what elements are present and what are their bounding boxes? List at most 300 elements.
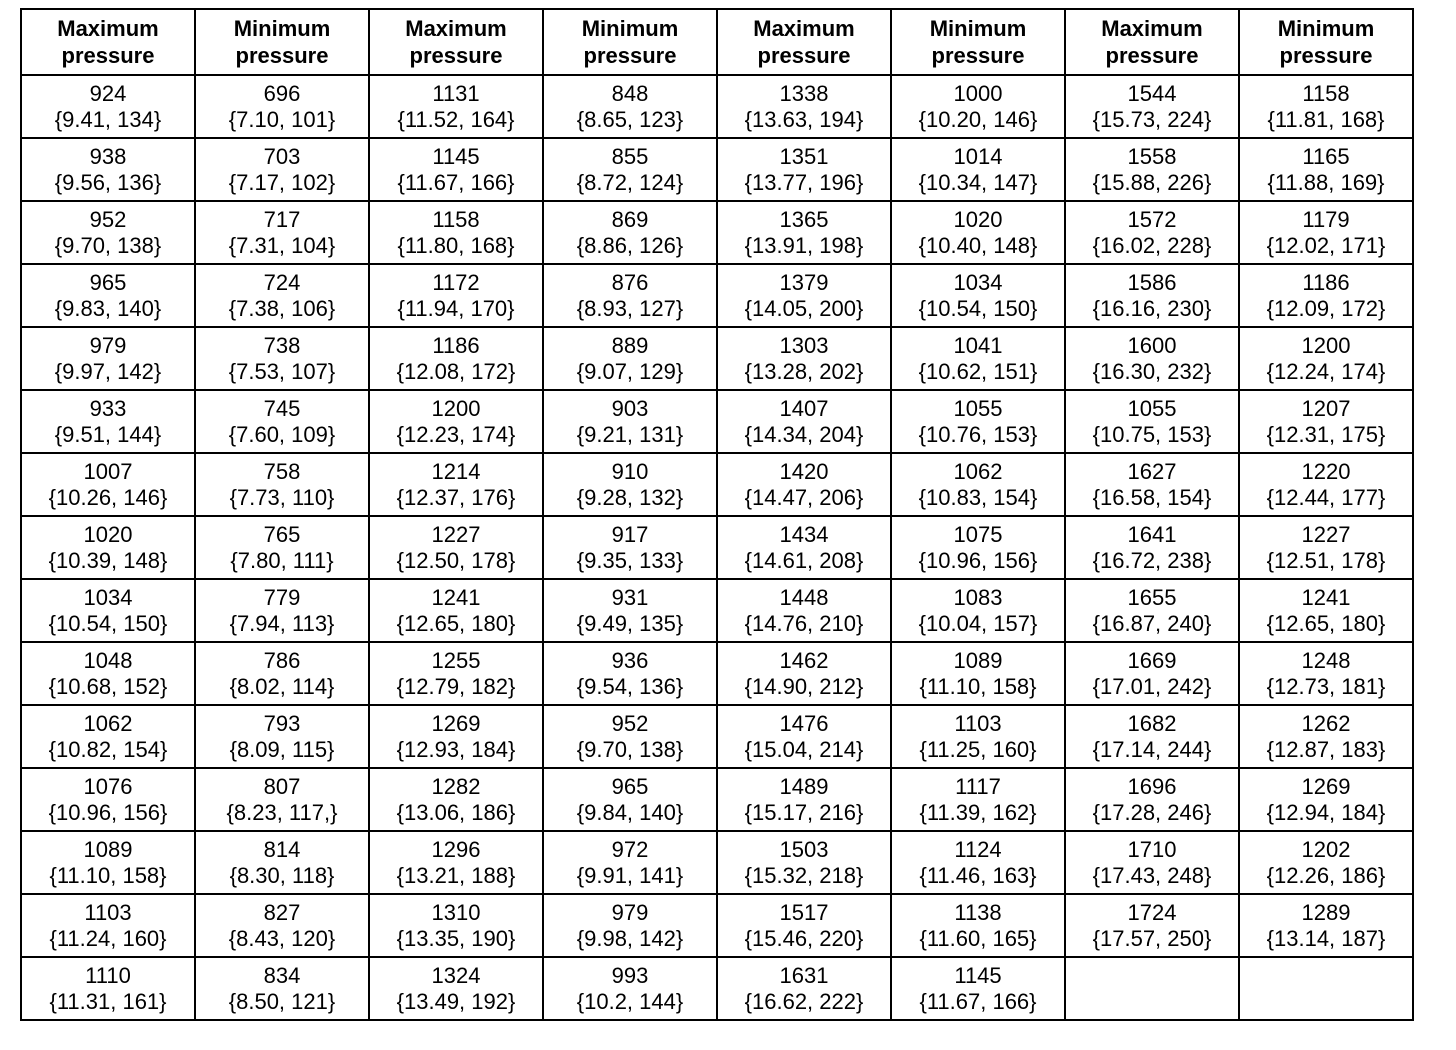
- table-cell: [369, 831, 543, 894]
- pressure-value: 1262: [1301, 710, 1351, 736]
- pressure-value: 1379: [779, 269, 829, 295]
- pressure-conversion: {10.34, 147}: [918, 169, 1038, 195]
- pressure-value: 1089: [953, 647, 1003, 673]
- pressure-value: 1310: [431, 899, 481, 925]
- table-cell: [195, 579, 369, 642]
- pressure-conversion: {12.65, 180}: [1266, 610, 1386, 636]
- table-cell: [891, 264, 1065, 327]
- pressure-conversion: {11.88, 169}: [1267, 169, 1385, 195]
- pressure-conversion: {10.2, 144}: [576, 988, 684, 1014]
- table-cell: [717, 642, 891, 705]
- table-cell: [1065, 327, 1239, 390]
- pressure-conversion: {8.02, 114}: [229, 673, 335, 699]
- table-row: [21, 705, 1413, 768]
- pressure-value: 793: [263, 710, 301, 736]
- pressure-conversion: {12.93, 184}: [396, 736, 516, 762]
- pressure-value: 979: [89, 332, 127, 358]
- table-row: [21, 957, 1413, 1020]
- pressure-value: 1641: [1127, 521, 1177, 547]
- pressure-conversion: {14.76, 210}: [744, 610, 864, 636]
- pressure-value: 703: [263, 143, 301, 169]
- pressure-conversion: {9.21, 131}: [576, 421, 684, 447]
- pressure-value: 993: [611, 962, 649, 988]
- table-cell: [21, 957, 195, 1020]
- table-cell: [195, 327, 369, 390]
- pressure-conversion: {17.57, 250}: [1092, 925, 1212, 951]
- column-header-line1: Maximum: [753, 16, 855, 41]
- pressure-value: 1000: [953, 80, 1003, 106]
- pressure-table: [20, 8, 1414, 1021]
- pressure-value: 1020: [83, 521, 133, 547]
- pressure-value: 1655: [1127, 584, 1177, 610]
- table-cell: [1239, 516, 1413, 579]
- column-header-line1: Minimum: [233, 16, 331, 41]
- pressure-conversion: {14.61, 208}: [744, 547, 864, 573]
- pressure-conversion: {12.23, 174}: [396, 421, 516, 447]
- pressure-value: 1062: [83, 710, 133, 736]
- column-header-line2: pressure: [235, 43, 329, 68]
- table-cell: [891, 75, 1065, 138]
- pressure-value: 1296: [431, 836, 481, 862]
- pressure-conversion: {7.38, 106}: [228, 295, 336, 321]
- pressure-conversion: {10.39, 148}: [48, 547, 168, 573]
- pressure-value: 1034: [953, 269, 1003, 295]
- pressure-value: 1724: [1127, 899, 1177, 925]
- pressure-conversion: {13.49, 192}: [396, 988, 516, 1014]
- table-cell: [717, 516, 891, 579]
- table-cell: [369, 768, 543, 831]
- pressure-value: 1289: [1301, 899, 1351, 925]
- pressure-value: 931: [611, 584, 649, 610]
- table-row: [21, 75, 1413, 138]
- table-cell: [543, 75, 717, 138]
- pressure-conversion: {10.82, 154}: [48, 736, 168, 762]
- table-cell: [195, 894, 369, 957]
- table-cell: [195, 264, 369, 327]
- table-cell: [717, 264, 891, 327]
- pressure-value: 1041: [953, 332, 1003, 358]
- column-header: [1065, 9, 1239, 75]
- pressure-conversion: {10.04, 157}: [918, 610, 1038, 636]
- pressure-value: 1007: [83, 458, 133, 484]
- pressure-value: 1503: [779, 836, 829, 862]
- table-cell: [717, 579, 891, 642]
- column-header-line2: pressure: [61, 43, 155, 68]
- column-header-line1: Maximum: [1101, 16, 1203, 41]
- pressure-conversion: {9.41, 134}: [54, 106, 162, 132]
- pressure-conversion: {10.54, 150}: [918, 295, 1038, 321]
- table-cell: [1239, 201, 1413, 264]
- pressure-value: 1048: [83, 647, 133, 673]
- table-body: [21, 75, 1413, 1020]
- pressure-value: 1517: [779, 899, 829, 925]
- pressure-conversion: {14.34, 204}: [744, 421, 864, 447]
- pressure-conversion: {7.94, 113}: [229, 610, 335, 636]
- column-header-line2: pressure: [757, 43, 851, 68]
- pressure-value: 933: [89, 395, 127, 421]
- pressure-value: 779: [263, 584, 301, 610]
- pressure-value: 1227: [1301, 521, 1351, 547]
- table-cell: [717, 75, 891, 138]
- table-cell: [1239, 831, 1413, 894]
- pressure-conversion: {17.28, 246}: [1092, 799, 1212, 825]
- pressure-conversion: {10.20, 146}: [918, 106, 1038, 132]
- pressure-value: 1165: [1302, 143, 1350, 169]
- table-cell: [543, 957, 717, 1020]
- table-cell: [543, 390, 717, 453]
- pressure-conversion: {10.96, 156}: [48, 799, 168, 825]
- pressure-value: 1214: [431, 458, 481, 484]
- pressure-value: 1145: [954, 962, 1002, 988]
- pressure-conversion: {9.49, 135}: [576, 610, 684, 636]
- pressure-conversion: {9.51, 144}: [54, 421, 162, 447]
- pressure-conversion: {9.28, 132}: [576, 484, 684, 510]
- pressure-conversion: {8.86, 126}: [576, 232, 684, 258]
- table-cell: [1065, 579, 1239, 642]
- table-cell: [543, 768, 717, 831]
- pressure-value: 952: [89, 206, 127, 232]
- pressure-conversion: {10.68, 152}: [48, 673, 168, 699]
- pressure-value: 910: [611, 458, 649, 484]
- pressure-value: 1110: [85, 962, 131, 988]
- pressure-value: 1669: [1127, 647, 1177, 673]
- table-cell: [1239, 642, 1413, 705]
- pressure-value: 1558: [1127, 143, 1177, 169]
- pressure-conversion: {8.65, 123}: [576, 106, 684, 132]
- pressure-value: 1083: [953, 584, 1003, 610]
- table-cell: [21, 579, 195, 642]
- table-cell: [21, 894, 195, 957]
- pressure-conversion: {12.31, 175}: [1266, 421, 1386, 447]
- pressure-value: 1075: [953, 521, 1003, 547]
- table-cell: [891, 579, 1065, 642]
- table-cell: [717, 201, 891, 264]
- table-cell: [1239, 138, 1413, 201]
- pressure-value: 1255: [431, 647, 481, 673]
- table-cell: [369, 264, 543, 327]
- pressure-conversion: {11.80, 168}: [397, 232, 515, 258]
- column-header-line2: pressure: [583, 43, 677, 68]
- table-row: [21, 390, 1413, 453]
- table-cell: [717, 453, 891, 516]
- pressure-conversion: {11.60, 165}: [919, 925, 1037, 951]
- pressure-value: 924: [89, 80, 127, 106]
- pressure-conversion: {11.31, 161}: [49, 988, 167, 1014]
- pressure-value: 1124: [954, 836, 1002, 862]
- table-cell: [1239, 264, 1413, 327]
- pressure-value: 965: [611, 773, 649, 799]
- pressure-value: 765: [263, 521, 301, 547]
- table-cell: [891, 390, 1065, 453]
- column-header: [891, 9, 1065, 75]
- pressure-conversion: {7.80, 111}: [230, 547, 334, 573]
- empty-cell: [1239, 957, 1413, 1020]
- table-cell: [195, 138, 369, 201]
- pressure-value: 938: [89, 143, 127, 169]
- pressure-conversion: {8.93, 127}: [576, 295, 684, 321]
- table-cell: [369, 705, 543, 768]
- pressure-conversion: {9.91, 141}: [576, 862, 684, 888]
- pressure-conversion: {12.26, 186}: [1266, 862, 1386, 888]
- pressure-conversion: {11.67, 166}: [919, 988, 1037, 1014]
- pressure-value: 855: [611, 143, 649, 169]
- table-cell: [891, 705, 1065, 768]
- pressure-conversion: {12.65, 180}: [396, 610, 516, 636]
- pressure-conversion: {9.97, 142}: [54, 358, 162, 384]
- pressure-conversion: {9.84, 140}: [576, 799, 684, 825]
- pressure-value: 1544: [1127, 80, 1177, 106]
- pressure-conversion: {13.14, 187}: [1266, 925, 1386, 951]
- table-cell: [1239, 390, 1413, 453]
- pressure-value: 1186: [1302, 269, 1350, 295]
- table-cell: [891, 138, 1065, 201]
- pressure-value: 876: [611, 269, 649, 295]
- pressure-value: 979: [611, 899, 649, 925]
- column-header-line2: pressure: [409, 43, 503, 68]
- pressure-conversion: {16.72, 238}: [1092, 547, 1212, 573]
- table-cell: [1239, 894, 1413, 957]
- pressure-conversion: {7.17, 102}: [228, 169, 336, 195]
- pressure-value: 1076: [83, 773, 133, 799]
- table-cell: [195, 768, 369, 831]
- table-cell: [1065, 138, 1239, 201]
- pressure-conversion: {11.52, 164}: [397, 106, 515, 132]
- pressure-value: 1631: [779, 962, 829, 988]
- pressure-value: 848: [611, 80, 649, 106]
- pressure-conversion: {8.50, 121}: [228, 988, 336, 1014]
- table-row: [21, 894, 1413, 957]
- pressure-conversion: {17.43, 248}: [1092, 862, 1212, 888]
- pressure-conversion: {16.02, 228}: [1092, 232, 1212, 258]
- column-header-line1: Minimum: [1277, 16, 1375, 41]
- column-header: [543, 9, 717, 75]
- table-cell: [717, 957, 891, 1020]
- pressure-conversion: {9.56, 136}: [54, 169, 162, 195]
- pressure-conversion: {12.94, 184}: [1266, 799, 1386, 825]
- pressure-value: 1420: [779, 458, 829, 484]
- header-row: [21, 9, 1413, 75]
- table-cell: [369, 957, 543, 1020]
- table-cell: [543, 705, 717, 768]
- pressure-conversion: {13.91, 198}: [744, 232, 864, 258]
- table-cell: [1065, 516, 1239, 579]
- pressure-value: 1131: [432, 80, 480, 106]
- column-header: [21, 9, 195, 75]
- pressure-conversion: {13.35, 190}: [396, 925, 516, 951]
- pressure-value: 1462: [779, 647, 829, 673]
- pressure-conversion: {8.30, 118}: [229, 862, 335, 888]
- pressure-conversion: {9.98, 142}: [576, 925, 684, 951]
- pressure-conversion: {14.90, 212}: [744, 673, 864, 699]
- table-cell: [21, 390, 195, 453]
- pressure-value: 1055: [953, 395, 1003, 421]
- pressure-conversion: {8.43, 120}: [228, 925, 336, 951]
- pressure-value: 917: [611, 521, 649, 547]
- pressure-conversion: {10.62, 151}: [918, 358, 1038, 384]
- column-header: [1239, 9, 1413, 75]
- table-cell: [195, 957, 369, 1020]
- table-row: [21, 768, 1413, 831]
- table-cell: [891, 642, 1065, 705]
- column-header: [195, 9, 369, 75]
- pressure-value: 1448: [779, 584, 829, 610]
- table-cell: [891, 516, 1065, 579]
- pressure-value: 1407: [779, 395, 829, 421]
- table-cell: [891, 201, 1065, 264]
- table-cell: [1239, 579, 1413, 642]
- pressure-value: 1020: [953, 206, 1003, 232]
- pressure-conversion: {15.73, 224}: [1092, 106, 1212, 132]
- pressure-conversion: {7.60, 109}: [228, 421, 336, 447]
- table-cell: [1239, 453, 1413, 516]
- pressure-conversion: {9.70, 138}: [576, 736, 684, 762]
- table-cell: [543, 894, 717, 957]
- pressure-conversion: {11.25, 160}: [919, 736, 1037, 762]
- pressure-value: 1351: [779, 143, 829, 169]
- pressure-conversion: {12.08, 172}: [396, 358, 516, 384]
- pressure-value: 724: [263, 269, 301, 295]
- table-cell: [195, 75, 369, 138]
- pressure-value: 869: [611, 206, 649, 232]
- pressure-conversion: {12.24, 174}: [1266, 358, 1386, 384]
- table-row: [21, 642, 1413, 705]
- pressure-conversion: {11.10, 158}: [919, 673, 1037, 699]
- table-cell: [543, 201, 717, 264]
- pressure-conversion: {8.09, 115}: [229, 736, 335, 762]
- table-cell: [1239, 327, 1413, 390]
- pressure-conversion: {12.09, 172}: [1266, 295, 1386, 321]
- table-cell: [543, 579, 717, 642]
- table-cell: [1065, 453, 1239, 516]
- pressure-value: 1014: [953, 143, 1003, 169]
- table-row: [21, 201, 1413, 264]
- pressure-conversion: {9.35, 133}: [576, 547, 684, 573]
- pressure-conversion: {12.79, 182}: [396, 673, 516, 699]
- table-cell: [1065, 894, 1239, 957]
- table-cell: [543, 642, 717, 705]
- pressure-value: 903: [611, 395, 649, 421]
- table-cell: [543, 831, 717, 894]
- table-cell: [891, 831, 1065, 894]
- pressure-conversion: {13.28, 202}: [744, 358, 864, 384]
- table-cell: [1065, 768, 1239, 831]
- table-cell: [369, 516, 543, 579]
- table-cell: [21, 327, 195, 390]
- pressure-conversion: {12.50, 178}: [396, 547, 516, 573]
- table-cell: [21, 201, 195, 264]
- pressure-value: 1138: [954, 899, 1002, 925]
- pressure-value: 1586: [1127, 269, 1177, 295]
- pressure-conversion: {10.76, 153}: [918, 421, 1038, 447]
- pressure-conversion: {17.14, 244}: [1092, 736, 1212, 762]
- pressure-conversion: {17.01, 242}: [1092, 673, 1212, 699]
- table-row: [21, 327, 1413, 390]
- table-cell: [1065, 642, 1239, 705]
- pressure-conversion: {8.23, 117,}: [226, 799, 338, 825]
- pressure-conversion: {7.53, 107}: [228, 358, 336, 384]
- pressure-conversion: {12.87, 183}: [1266, 736, 1386, 762]
- pressure-value: 889: [611, 332, 649, 358]
- pressure-value: 1200: [431, 395, 481, 421]
- table-cell: [1239, 75, 1413, 138]
- pressure-value: 1062: [953, 458, 1003, 484]
- table-cell: [1065, 264, 1239, 327]
- table-row: [21, 831, 1413, 894]
- table-cell: [543, 327, 717, 390]
- pressure-conversion: {9.54, 136}: [576, 673, 684, 699]
- column-header: [717, 9, 891, 75]
- table-cell: [21, 75, 195, 138]
- table-cell: [1065, 390, 1239, 453]
- pressure-value: 745: [263, 395, 301, 421]
- pressure-value: 1241: [431, 584, 481, 610]
- pressure-conversion: {13.63, 194}: [744, 106, 864, 132]
- table-cell: [195, 642, 369, 705]
- pressure-value: 1089: [83, 836, 133, 862]
- pressure-conversion: {11.94, 170}: [397, 295, 515, 321]
- table-cell: [195, 390, 369, 453]
- pressure-conversion: {11.81, 168}: [1267, 106, 1385, 132]
- pressure-value: 1572: [1127, 206, 1177, 232]
- pressure-value: 807: [263, 773, 301, 799]
- table-cell: [369, 453, 543, 516]
- pressure-value: 1434: [779, 521, 829, 547]
- table-row: [21, 453, 1413, 516]
- pressure-conversion: {16.62, 222}: [744, 988, 864, 1014]
- table-row: [21, 138, 1413, 201]
- table-cell: [891, 327, 1065, 390]
- pressure-conversion: {9.70, 138}: [54, 232, 162, 258]
- table-row: [21, 516, 1413, 579]
- pressure-value: 952: [611, 710, 649, 736]
- pressure-value: 965: [89, 269, 127, 295]
- table-cell: [543, 138, 717, 201]
- table-cell: [891, 768, 1065, 831]
- pressure-conversion: {16.58, 154}: [1092, 484, 1212, 510]
- table-cell: [717, 768, 891, 831]
- pressure-value: 1710: [1127, 836, 1177, 862]
- table-row: [21, 264, 1413, 327]
- pressure-value: 1248: [1301, 647, 1351, 673]
- pressure-conversion: {7.31, 104}: [228, 232, 336, 258]
- table-cell: [369, 201, 543, 264]
- table-cell: [717, 138, 891, 201]
- pressure-value: 1158: [432, 206, 480, 232]
- pressure-conversion: {11.24, 160}: [49, 925, 167, 951]
- pressure-value: 738: [263, 332, 301, 358]
- column-header: [369, 9, 543, 75]
- table-row: [21, 579, 1413, 642]
- pressure-value: 1103: [954, 710, 1002, 736]
- pressure-conversion: {13.77, 196}: [744, 169, 864, 195]
- column-header-line2: pressure: [931, 43, 1025, 68]
- pressure-conversion: {10.75, 153}: [1092, 421, 1212, 447]
- pressure-conversion: {15.46, 220}: [744, 925, 864, 951]
- pressure-conversion: {12.02, 171}: [1266, 232, 1386, 258]
- table-header: [21, 9, 1413, 75]
- pressure-value: 1186: [432, 332, 480, 358]
- pressure-value: 758: [263, 458, 301, 484]
- pressure-value: 1489: [779, 773, 829, 799]
- pressure-conversion: {10.83, 154}: [918, 484, 1038, 510]
- table-cell: [21, 516, 195, 579]
- table-cell: [891, 453, 1065, 516]
- pressure-value: 1324: [431, 962, 481, 988]
- pressure-value: 1627: [1127, 458, 1177, 484]
- pressure-conversion: {12.44, 177}: [1266, 484, 1386, 510]
- column-header-line2: pressure: [1105, 43, 1199, 68]
- table-cell: [891, 894, 1065, 957]
